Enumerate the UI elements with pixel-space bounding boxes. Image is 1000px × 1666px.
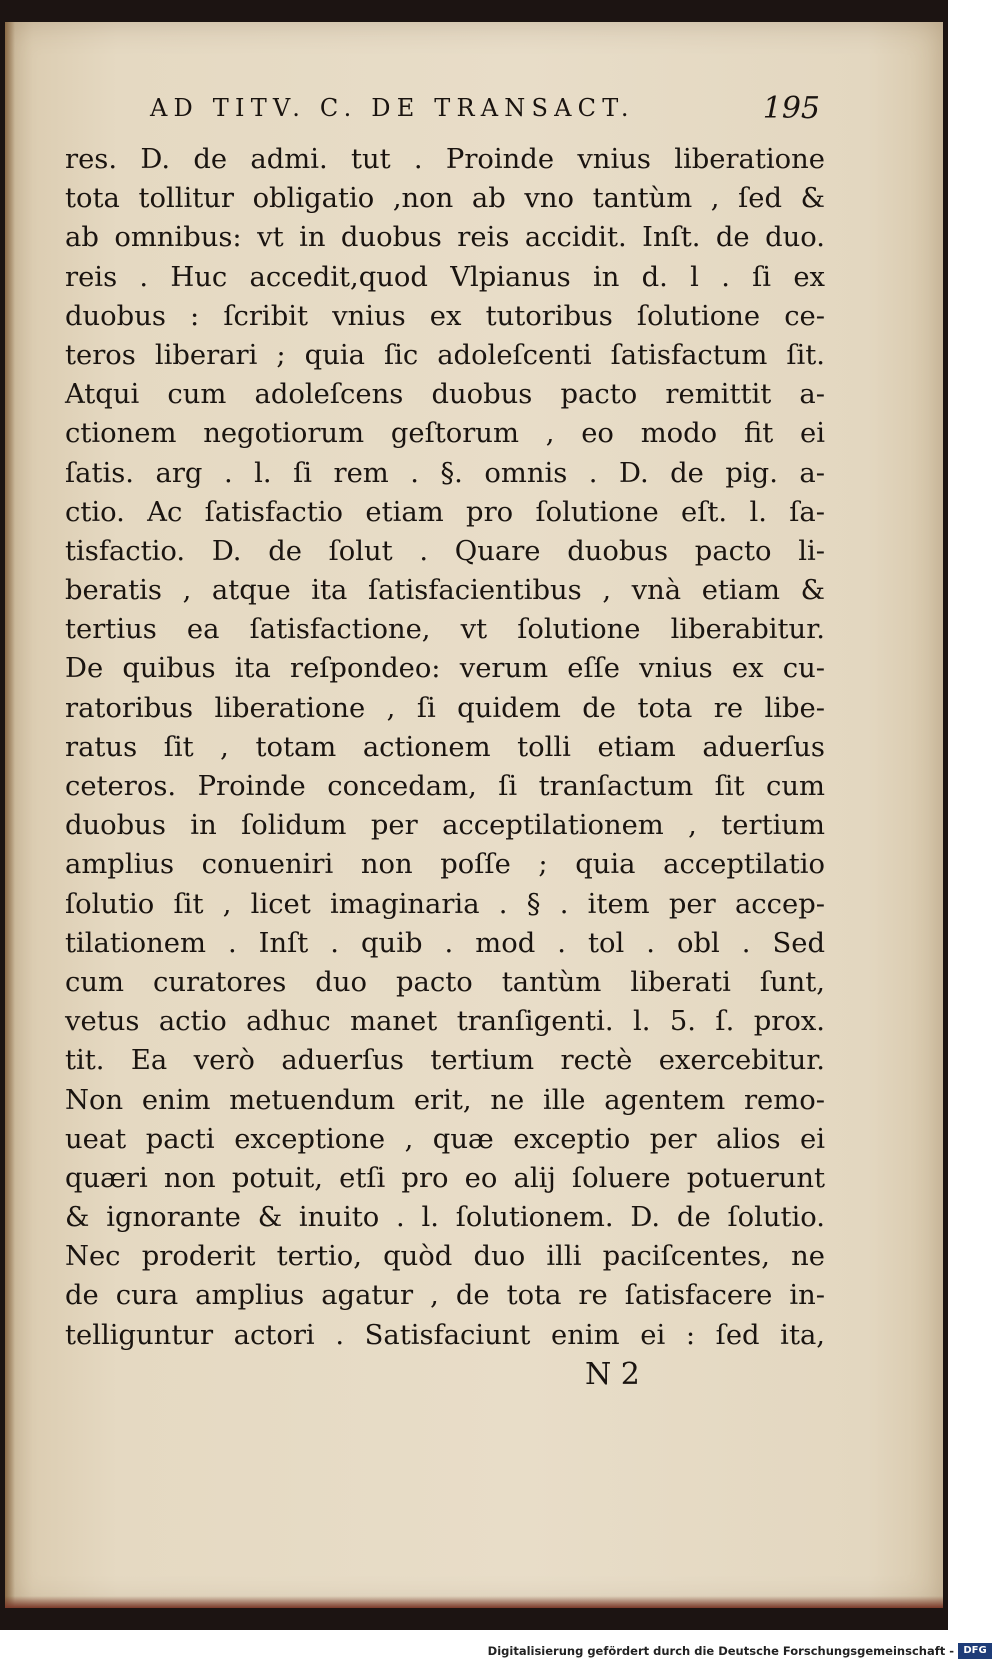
text-line: duobus : ſcribit vnius ex tutoribus ſolutione ce- [65,300,825,332]
text-line: ueat pacti exceptione , quæ exceptio per alios ei [65,1123,825,1155]
text-line: de cura amplius agatur , de tota re ſatisfacere in- [65,1280,825,1312]
text-line: ctionem negotiorum geſtorum , eo modo fit ei [65,418,825,450]
page-number: 195 [762,91,820,126]
text-line: quæri non potuit, etſi pro eo alij ſoluere potuerunt [65,1162,825,1194]
dfg-logo: DFG [958,1643,992,1659]
text-line: ab omnibus: vt in duobus reis accidit. Inſt. de duo. [65,222,825,254]
book-page [5,22,943,1608]
text-line: duobus in ſolidum per acceptilationem , tertium [65,810,825,842]
footer-strip [0,1638,1000,1666]
page-bottom-edge [5,1596,943,1608]
text-line: reis . Huc accedit,quod Vlpianus in d. l . ſi ex [65,261,825,293]
text-line: De quibus ita reſpondeo: verum eſſe vnius ex cu- [65,653,825,685]
text-line: tertius ea ſatisfactione, vt ſolutione liberabitur. [65,614,825,646]
text-line: ceteros. Proinde concedam, ſi tranſactum ſit cum [65,771,825,802]
body-text [65,140,825,1355]
text-line: telliguntur actori . Satisfaciunt enim ei : ſed ita, [65,1319,825,1351]
text-line: beratis , atque ita ſatisfacientibus , vnà etiam & [65,575,825,607]
text-line: ratoribus liberatione , ſi quidem de tota re libe- [65,692,825,724]
text-line: ſatis. arg . l. ſi rem . §. omnis . D. de pig. a- [65,457,825,489]
text-line: amplius conueniri non poſſe ; quia acceptilatio [65,849,825,881]
text-line: Atqui cum adoleſcens duobus pacto remittit a- [65,379,825,411]
text-line: ratus ſit , totam actionem tolli etiam aduerſus [65,731,825,763]
text-line: & ignorante & inuito . l. ſolutionem. D. de ſolutio. [65,1202,825,1234]
page-header [150,91,820,134]
text-line: tota tollitur obligatio ,non ab vno tantùm , ſed & [65,183,825,215]
text-line: vetus actio adhuc manet tranſigenti. l. 5. ſ. prox. [65,1006,825,1038]
text-line: ſolutio ſit , licet imaginaria . § . item per accep- [65,888,825,920]
signature-mark: N 2 [585,1357,640,1392]
text-line: tisfactio. D. de ſolut . Quare duobus pacto li- [65,535,825,567]
text-line: Non enim metuendum erit, ne ille agentem remo- [65,1084,825,1116]
running-head: AD TITV. C. DE TRANSACT. [150,94,635,122]
text-line: teros liberari ; quia ſic adoleſcenti ſatisfactum ſit. [65,339,825,371]
footer-credit: Digitalisierung gefördert durch die Deutsche Forschungsgemeinschaft - [487,1644,954,1658]
text-line: res. D. de admi. tut . Proinde vnius liberatione [65,144,825,175]
text-line: tilationem . Inſt . quib . mod . tol . obl . Sed [65,927,825,959]
text-line: Nec proderit tertio, quòd duo illi paciſcentes, ne [65,1241,825,1273]
spine-shadow [5,22,15,1608]
text-line: tit. Ea verò aduerſus tertium rectè exercebitur. [65,1045,825,1077]
text-line: cum curatores duo pacto tantùm liberati ſunt, [65,966,825,998]
text-line: ctio. Ac ſatisfactio etiam pro ſolutione eſt. l. ſa- [65,496,825,528]
